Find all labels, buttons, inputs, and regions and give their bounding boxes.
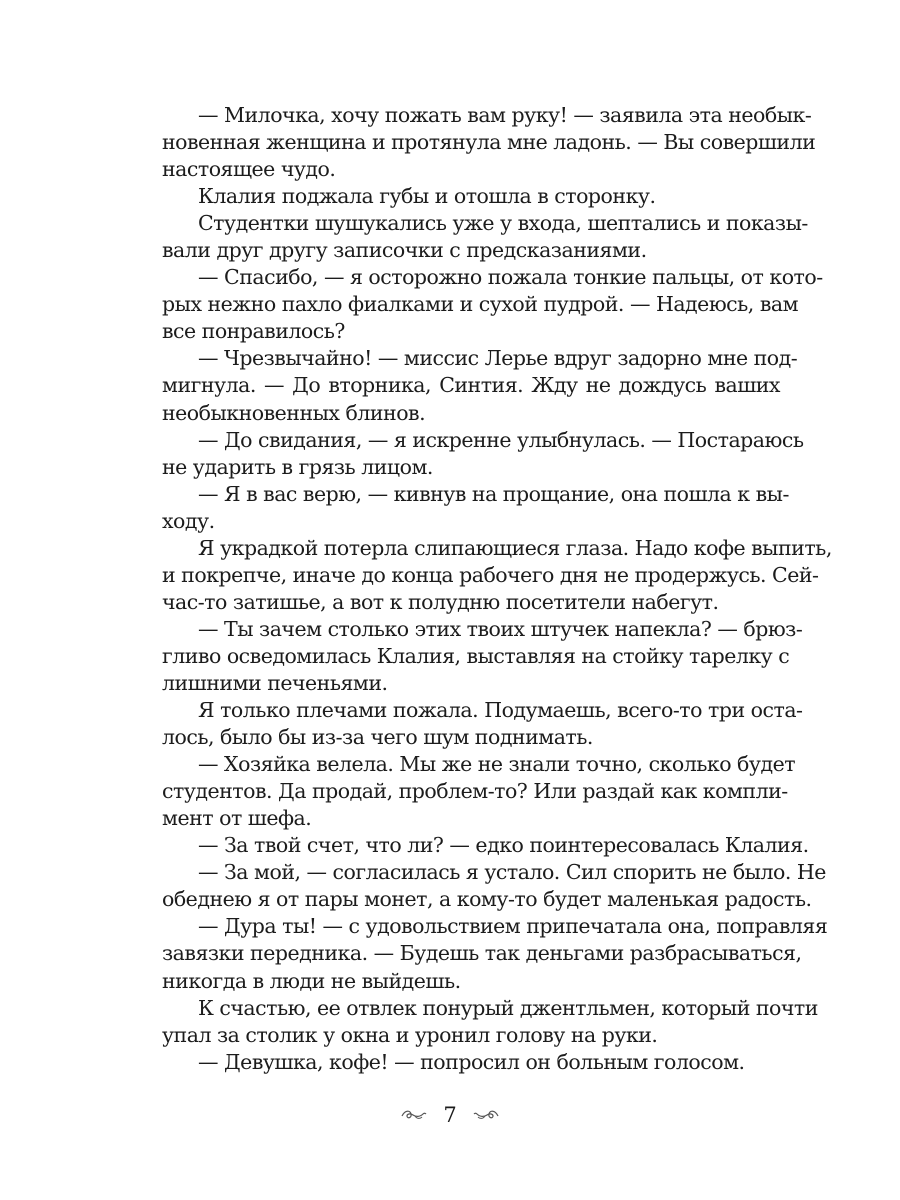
text-line: все понравилось? (162, 319, 345, 344)
text-line: и покрепче, иначе до конца рабочего дня не продержусь. Сей- (162, 562, 819, 587)
text-line: настоящее чудо. (162, 157, 336, 182)
text-line: необыкновенных блинов. (162, 400, 426, 425)
text-line: завязки передника. — Будешь так деньгами разбрасываться, (162, 941, 802, 966)
text-line: — Дура ты! — с удовольствием припечатала она, поправляя (198, 914, 828, 939)
text-line: мент от шефа. (162, 806, 312, 831)
text-line: никогда в люди не выйдешь. (162, 968, 461, 993)
text-line: — Девушка, кофе! — попросил он больным голосом. (198, 1049, 745, 1074)
text-line: лишними печеньями. (162, 670, 388, 695)
text-line: вали друг другу записочки с предсказаниями. (162, 238, 647, 263)
text-line: упал за столик у окна и уронил голову на руки. (162, 1022, 658, 1047)
text-line: ходу. (162, 508, 215, 533)
text-line: — До свидания, — я искренне улыбнулась. — Постараюсь (198, 427, 804, 452)
text-line: — Ты зачем столько этих твоих штучек напекла? — брюз- (198, 616, 803, 641)
body-text (162, 102, 832, 1076)
text-line: мигнула. — До вторника, Синтия. Жду не дождусь ваших (162, 373, 780, 398)
text-line: гливо осведомилась Клалия, выставляя на стойку тарелку с (162, 643, 790, 668)
text-line: Я украдкой потерла слипающиеся глаза. Надо кофе выпить, (198, 535, 832, 560)
text-line: — За твой счет, что ли? — едко поинтересовалась Клалия. (198, 833, 809, 858)
left-flourish-icon (401, 1100, 427, 1130)
text-line: — Хозяйка велела. Мы же не знали точно, сколько будет (198, 752, 796, 777)
text-line: — Спасибо, — я осторожно пожала тонкие пальцы, от кото- (198, 265, 823, 290)
text-line: К счастью, ее отвлек понурый джентльмен, который почти (198, 995, 818, 1020)
text-line: Клалия поджала губы и отошла в сторонку. (198, 184, 656, 209)
text-line: лось, было бы из-за чего шум поднимать. (162, 725, 593, 750)
text-line: — Я в вас верю, — кивнув на прощание, она пошла к вы- (198, 481, 789, 506)
text-line: — За мой, — согласилась я устало. Сил спорить не было. Не (198, 860, 826, 885)
text-line: новенная женщина и протянула мне ладонь. — Вы совершили (162, 130, 816, 155)
text-line: обеднею я от пары монет, а кому-то будет маленькая радость. (162, 887, 812, 912)
text-line: Я только плечами пожала. Подумаешь, всего-то три оста- (198, 698, 803, 723)
text-line: студентов. Да продай, проблем-то? Или раздай как компли- (162, 779, 788, 804)
page-number: 7 (443, 1102, 457, 1127)
right-flourish-icon (473, 1100, 499, 1130)
page-footer (0, 1098, 900, 1130)
text-line: — Чрезвычайно! — миссис Лерье вдруг задорно мне под- (198, 346, 798, 371)
text-line: не ударить в грязь лицом. (162, 454, 433, 479)
text-line: Студентки шушукались уже у входа, шептались и показы- (198, 211, 808, 236)
text-line: — Милочка, хочу пожать вам руку! — заявила эта необык- (198, 103, 812, 127)
text-line: час-то затишье, а вот к полудню посетители набегут. (162, 589, 719, 614)
text-line: рых нежно пахло фиалками и сухой пудрой. — Надеюсь, вам (162, 292, 799, 317)
